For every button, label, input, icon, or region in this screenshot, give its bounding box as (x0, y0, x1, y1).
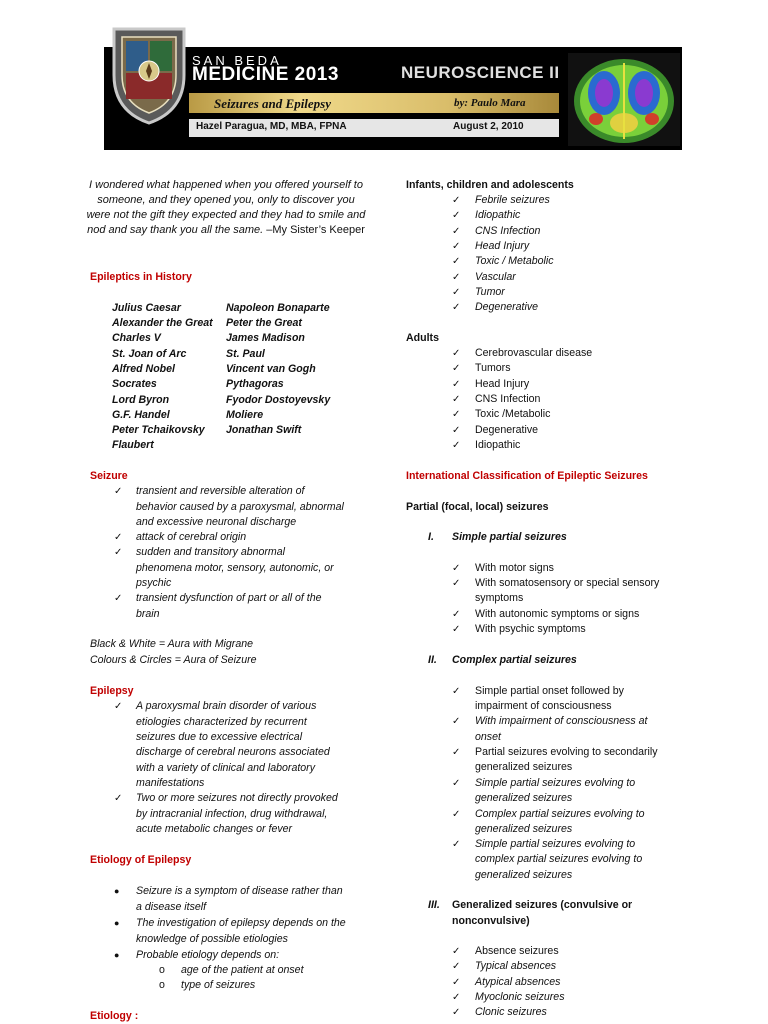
list-item-line: type of seizures (181, 979, 256, 991)
simple-partial-title: Simple partial seizures (452, 531, 567, 543)
check-icon: ✓ (114, 701, 123, 712)
list-item: Absence seizures (475, 945, 559, 957)
list-item-line: by intracranial infection, drug withdrawal, (136, 808, 328, 820)
check-icon: ✓ (452, 839, 461, 850)
history-name: G.F. Handel (112, 409, 170, 421)
list-item: Idiopathic (475, 439, 521, 451)
list-item-line: With motor signs (475, 562, 554, 574)
list-item-line: generalized seizures (475, 792, 573, 804)
history-name: Alexander the Great (112, 317, 213, 329)
list-item: Idiopathic (475, 209, 521, 221)
list-item: Toxic / Metabolic (475, 255, 554, 267)
generalized-title: nonconvulsive) (452, 915, 530, 927)
list-item-line: age of the patient at onset (181, 964, 304, 976)
check-icon: ✓ (452, 747, 461, 758)
generalized-title: Generalized seizures (convulsive or (452, 899, 633, 911)
check-icon: ✓ (452, 778, 461, 789)
check-icon: ✓ (452, 440, 461, 451)
check-icon: ✓ (114, 593, 123, 604)
classification-heading: International Classification of Epileptic Seizures (406, 470, 648, 482)
list-item-line: complex partial seizures evolving to (475, 853, 643, 865)
aura-note: Black & White = Aura with Migrane (90, 638, 253, 650)
check-icon: ✓ (114, 486, 123, 497)
list-item-line: with a variety of clinical and laboratory (136, 762, 316, 774)
etiology-footer-heading: Etiology : (90, 1010, 139, 1022)
check-icon: ✓ (452, 256, 461, 267)
history-name: Alfred Nobel (112, 363, 175, 375)
sub-bullet-icon: o (159, 979, 165, 991)
course-title: MEDICINE 2013 (192, 64, 339, 85)
etiology-heading: Etiology of Epilepsy (90, 854, 192, 866)
history-name: Jonathan Swift (226, 424, 302, 436)
check-icon: ✓ (452, 686, 461, 697)
check-icon: ✓ (452, 226, 461, 237)
check-icon: ✓ (114, 547, 123, 558)
seizure-heading: Seizure (90, 470, 128, 482)
list-item: Cerebrovascular disease (475, 347, 593, 359)
check-icon: ✓ (452, 946, 461, 957)
list-item: Head Injury (475, 378, 530, 390)
list-item: Vascular (475, 271, 516, 283)
check-icon: ✓ (452, 379, 461, 390)
history-name: Moliere (226, 409, 264, 421)
list-item-line: acute metabolic changes or fever (136, 823, 293, 835)
list-item-line: symptoms (475, 592, 524, 604)
list-item: Degenerative (475, 301, 539, 313)
list-item-line: Two or more seizures not directly provoked (136, 792, 338, 804)
list-item-line: manifestations (136, 777, 205, 789)
list-item-line: Partial seizures evolving to secondarily (475, 746, 658, 758)
list-item-line: and excessive neuronal discharge (136, 516, 297, 528)
list-item-line: With impairment of consciousness at (475, 715, 648, 727)
list-item-line: knowledge of possible etiologies (136, 933, 288, 945)
check-icon: ✓ (452, 716, 461, 727)
list-item-line: Simple partial onset followed by (475, 685, 624, 697)
history-name: Peter Tchaikovsky (112, 424, 205, 436)
list-item-line: Simple partial seizures evolving to (475, 777, 636, 789)
bullet-icon: ● (114, 886, 120, 896)
school-seal-icon (108, 25, 190, 125)
list-item-line: psychic (136, 577, 172, 589)
check-icon: ✓ (452, 409, 461, 420)
check-icon: ✓ (452, 624, 461, 635)
list-item-line: transient dysfunction of part or all of the (136, 592, 322, 604)
list-item: CNS Infection (475, 393, 541, 405)
check-icon: ✓ (452, 363, 461, 374)
history-name: Fyodor Dostoyevsky (226, 394, 331, 406)
list-item-line: Simple partial seizures evolving to (475, 838, 636, 850)
history-name: Napoleon Bonaparte (226, 302, 330, 314)
list-item: Degenerative (475, 424, 539, 436)
history-name: Pythagoras (226, 378, 284, 390)
bullet-icon: ● (114, 918, 120, 928)
brain-scan-image (568, 53, 680, 146)
list-item-line: A paroxysmal brain disorder of various (136, 700, 317, 712)
check-icon: ✓ (452, 394, 461, 405)
section-number: III. (428, 899, 440, 911)
check-icon: ✓ (452, 609, 461, 620)
list-item-line: etiologies characterized by recurrent (136, 716, 307, 728)
list-item-line: a disease itself (136, 901, 207, 913)
section-number: I. (428, 531, 434, 543)
complex-partial-title: Complex partial seizures (452, 654, 577, 666)
list-item: Tumors (475, 362, 511, 374)
list-item-line: attack of cerebral origin (136, 531, 247, 543)
list-item-line: impairment of consciousness (475, 700, 612, 712)
epilepsy-heading: Epilepsy (90, 685, 134, 697)
list-item: Febrile seizures (475, 194, 550, 206)
history-name: Flaubert (112, 439, 154, 451)
check-icon: ✓ (452, 195, 461, 206)
list-item-line: With autonomic symptoms or signs (475, 608, 640, 620)
check-icon: ✓ (452, 578, 461, 589)
list-item-line: generalized seizures (475, 869, 573, 881)
list-item: Toxic /Metabolic (475, 408, 551, 420)
list-item-line: brain (136, 608, 160, 620)
check-icon: ✓ (452, 977, 461, 988)
lecture-date: August 2, 2010 (453, 121, 524, 132)
adults-heading: Adults (406, 332, 439, 344)
list-item: Myoclonic seizures (475, 991, 565, 1003)
check-icon: ✓ (114, 793, 123, 804)
list-item-line: generalized seizures (475, 823, 573, 835)
list-item-line: seizures due to excessive electrical (136, 731, 303, 743)
check-icon: ✓ (452, 241, 461, 252)
check-icon: ✓ (452, 272, 461, 283)
history-name: Vincent van Gogh (226, 363, 316, 375)
partial-heading: Partial (focal, local) seizures (406, 501, 549, 513)
list-item-line: sudden and transitory abnormal (136, 546, 285, 558)
school-name: SAN BEDA (192, 53, 282, 68)
check-icon: ✓ (452, 961, 461, 972)
list-item: Tumor (475, 286, 505, 298)
check-icon: ✓ (452, 809, 461, 820)
list-item: Head Injury (475, 240, 530, 252)
header-banner (104, 47, 682, 150)
check-icon: ✓ (452, 348, 461, 359)
list-item: Clonic seizures (475, 1006, 547, 1018)
opening-quote: I wondered what happened when you offered yourself to someone, and they opened you, only to discover you were not the gift they expected and they had to smile and nod and say thank you all the same. –My Sister’s Keeper (86, 179, 366, 236)
check-icon: ✓ (452, 302, 461, 313)
list-item-line: With somatosensory or special sensory (475, 577, 660, 589)
topic-title: Seizures and Epilepsy (214, 96, 332, 111)
author-credit: by: Paulo Mara (454, 97, 526, 109)
list-item-line: Seizure is a symptom of disease rather than (136, 885, 343, 897)
lecturer-name: Hazel Paragua, MD, MBA, FPNA (196, 121, 347, 132)
check-icon: ✓ (114, 532, 123, 543)
list-item: CNS Infection (475, 225, 541, 237)
history-name: St. Paul (226, 348, 265, 360)
list-item: Typical absences (475, 960, 557, 972)
list-item-line: The investigation of epilepsy depends on the (136, 917, 346, 929)
sub-bullet-icon: o (159, 964, 165, 976)
list-item-line: Probable etiology depends on: (136, 949, 280, 961)
list-item-line: discharge of cerebral neurons associated (136, 746, 330, 758)
module-title: NEUROSCIENCE II (401, 63, 560, 82)
aura-note: Colours & Circles = Aura of Seizure (90, 654, 257, 666)
list-item: Atypical absences (475, 976, 561, 988)
history-name: Peter the Great (226, 317, 302, 329)
check-icon: ✓ (452, 425, 461, 436)
bullet-icon: ● (114, 950, 120, 960)
check-icon: ✓ (452, 563, 461, 574)
list-item-line: onset (475, 731, 501, 743)
history-heading: Epileptics in History (90, 271, 192, 283)
history-name: Socrates (112, 378, 157, 390)
list-item-line: transient and reversible alteration of (136, 485, 305, 497)
list-item-line: phenomena motor, sensory, autonomic, or (136, 562, 334, 574)
list-item-line: generalized seizures (475, 761, 573, 773)
history-name: Charles V (112, 332, 161, 344)
history-name: St. Joan of Arc (112, 348, 187, 360)
section-number: II. (428, 654, 437, 666)
history-name: Julius Caesar (112, 302, 181, 314)
check-icon: ✓ (452, 992, 461, 1003)
infants-heading: Infants, children and adolescents (406, 179, 574, 191)
list-item-line: behavior caused by a paroxysmal, abnormal (136, 501, 344, 513)
history-name: James Madison (226, 332, 305, 344)
check-icon: ✓ (452, 1007, 461, 1018)
list-item-line: Complex partial seizures evolving to (475, 808, 645, 820)
check-icon: ✓ (452, 210, 461, 221)
check-icon: ✓ (452, 287, 461, 298)
history-name: Lord Byron (112, 394, 170, 406)
list-item-line: With psychic symptoms (475, 623, 586, 635)
